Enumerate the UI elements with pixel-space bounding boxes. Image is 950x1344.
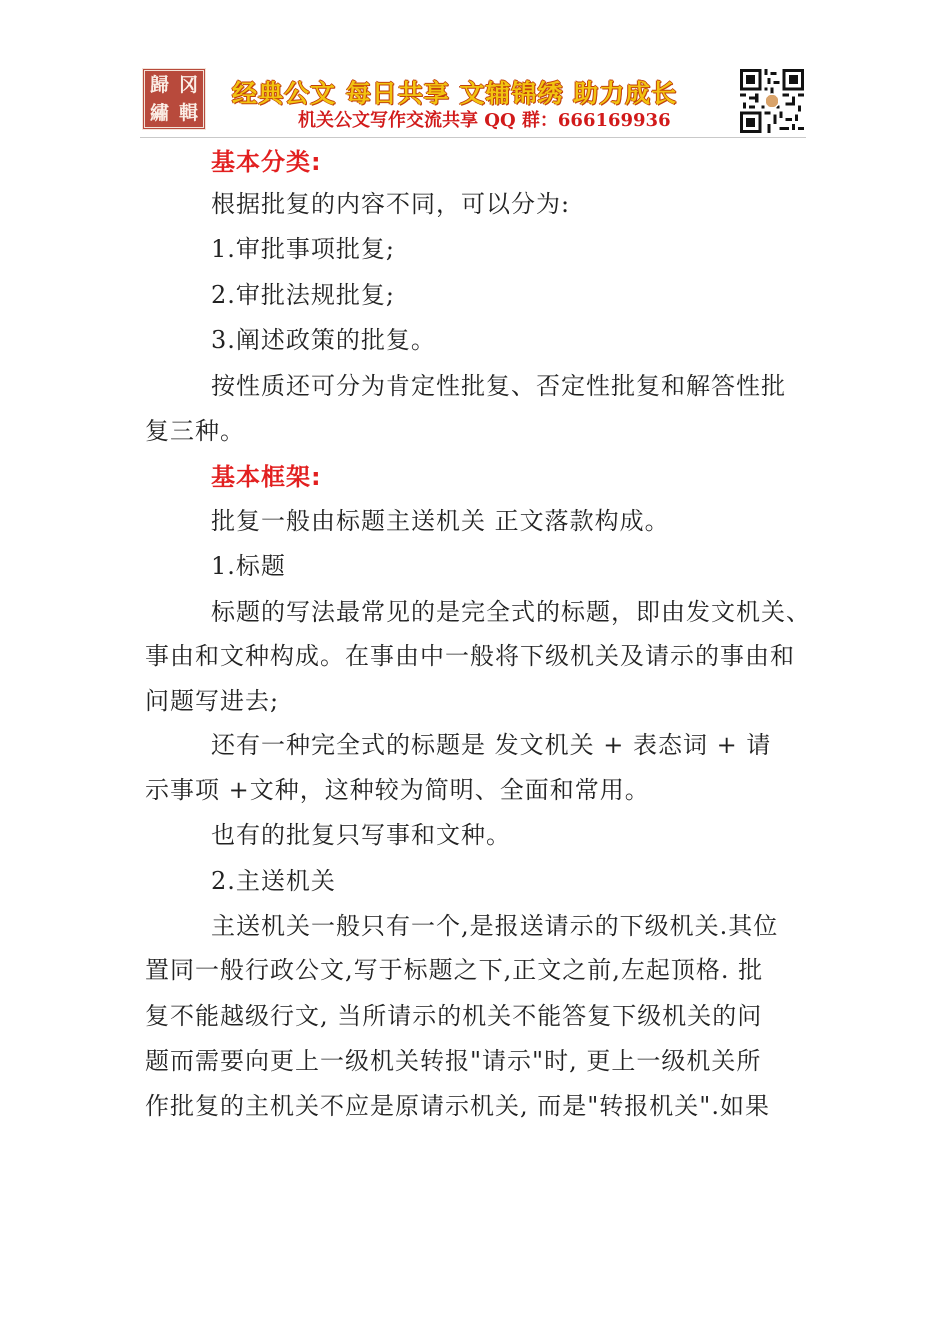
body-line: 问题写进去; [145, 687, 280, 715]
seal-char: 歸 [149, 73, 169, 96]
qr-code-icon [740, 69, 804, 133]
body-line: 作批复的主机关不应是原请示机关, 而是"转报机关".如果 [145, 1092, 770, 1120]
header-divider [140, 137, 806, 138]
body-line: 2.主送机关 [211, 867, 336, 895]
body-line: 复不能越级行文, 当所请示的机关不能答复下级机关的问 [145, 1002, 763, 1030]
body-line: 按性质还可分为肯定性批复、否定性批复和解答性批 [211, 372, 786, 400]
body-line: 也有的批复只写事和文种。 [211, 821, 511, 849]
body-line: 示事项 +文种，这种较为简明、全面和常用。 [145, 776, 650, 804]
body-line: 置同一般行政公文,写于标题之下,正文之前,左起顶格. 批 [145, 956, 764, 984]
body-line: 3.阐述政策的批复。 [211, 326, 436, 354]
body-line: 1.审批事项批复; [211, 235, 395, 263]
body-line: 主送机关一般只有一个,是报送请示的下级机关.其位 [211, 912, 779, 940]
body-line: 标题的写法最常见的是完全式的标题，即由发文机关、 [211, 598, 811, 626]
section-heading: 基本分类: [211, 148, 322, 176]
body-line: 根据批复的内容不同，可以分为: [211, 190, 571, 218]
body-line: 批复一般由标题主送机关 正文落款构成。 [211, 507, 670, 535]
seal-char: 輯 [178, 101, 198, 124]
qq-group-line: 机关公文写作交流共享 QQ 群：666169936 [298, 110, 671, 131]
body-line: 还有一种完全式的标题是 发文机关 + 表态词 + 请 [211, 731, 772, 759]
body-line: 复三种。 [145, 417, 245, 445]
seal-logo [142, 68, 206, 130]
seal-char: 冈 [178, 73, 198, 96]
seal-char: 繡 [149, 101, 169, 124]
header-slogan: 经典公文 每日共享 文辅锦绣 助力成长 [232, 79, 678, 108]
body-line: 1.标题 [211, 552, 286, 580]
section-heading: 基本框架: [211, 463, 322, 491]
page-header [140, 66, 806, 136]
body-line: 题而需要向更上一级机关转报"请示"时, 更上一级机关所 [145, 1047, 762, 1075]
body-line: 2.审批法规批复; [211, 281, 395, 309]
body-line: 事由和文种构成。在事由中一般将下级机关及请示的事由和 [145, 642, 795, 670]
